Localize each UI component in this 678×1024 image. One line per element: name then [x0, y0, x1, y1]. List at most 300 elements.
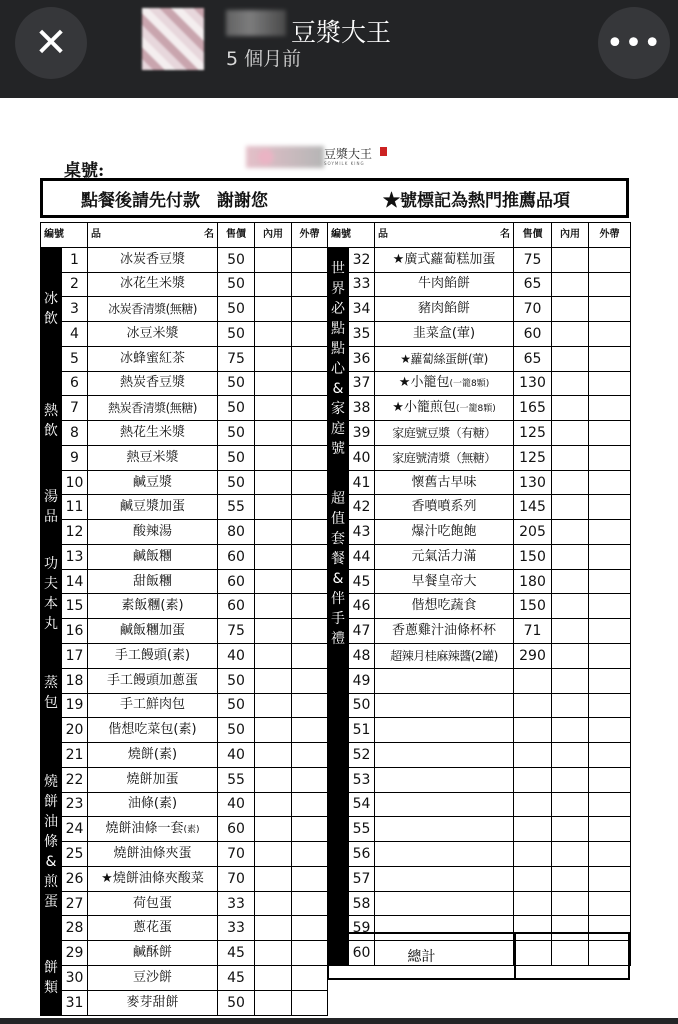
item-name	[88, 842, 218, 867]
item-name	[88, 668, 218, 693]
item-number: 60	[349, 941, 375, 966]
dine-in-cell	[552, 866, 589, 891]
menu-row	[328, 421, 631, 446]
item-number: 44	[349, 544, 375, 569]
item-name	[88, 965, 218, 990]
item-number: 47	[349, 619, 375, 644]
takeout-cell	[292, 792, 328, 817]
menu-row	[41, 371, 328, 396]
item-name	[88, 322, 218, 347]
dine-in-cell	[552, 520, 589, 545]
item-price	[514, 842, 552, 867]
header-name-a: 品	[91, 228, 101, 240]
takeout-cell	[589, 520, 631, 545]
item-price	[514, 668, 552, 693]
menu-row	[41, 470, 328, 495]
item-number: 18	[62, 668, 88, 693]
menu-row	[41, 569, 328, 594]
item-name	[375, 718, 514, 743]
category-cell	[328, 247, 349, 470]
dine-in-cell	[255, 445, 292, 470]
item-number: 42	[349, 495, 375, 520]
menu-row	[328, 247, 631, 272]
category-label: 功夫本丸	[44, 555, 58, 632]
item-price: 145	[514, 495, 552, 520]
item-price	[514, 743, 552, 768]
item-name	[88, 272, 218, 297]
takeout-cell	[589, 644, 631, 669]
item-name-text: 懷舊古早味	[411, 474, 477, 490]
logo-seal	[380, 147, 387, 156]
item-price: 40	[218, 792, 255, 817]
takeout-cell	[589, 842, 631, 867]
takeout-cell	[589, 668, 631, 693]
item-number: 26	[62, 866, 88, 891]
dine-in-cell	[255, 322, 292, 347]
item-price: 50	[218, 396, 255, 421]
item-name-text: 超辣月桂麻辣醬(2罐)	[390, 648, 498, 663]
category-cell	[41, 544, 62, 643]
category-label: 餅類	[44, 959, 58, 996]
takeout-cell	[292, 817, 328, 842]
item-price: 33	[218, 916, 255, 941]
item-name-text: ★小籠煎包	[392, 399, 456, 415]
menu-row	[41, 495, 328, 520]
item-price	[514, 891, 552, 916]
dine-in-cell	[255, 297, 292, 322]
table-header	[328, 223, 631, 248]
dine-in-cell	[255, 743, 292, 768]
takeout-cell	[589, 718, 631, 743]
takeout-cell	[292, 866, 328, 891]
item-name-text: 燒餅油條一套	[105, 820, 184, 836]
item-number: 57	[349, 866, 375, 891]
item-name-text: 蔥花蛋	[132, 920, 172, 936]
item-price: 130	[514, 371, 552, 396]
item-name-text: 鹹飯糰加蛋	[119, 623, 185, 639]
post-title: 豆漿大王	[291, 18, 392, 47]
item-number: 12	[62, 520, 88, 545]
header-name	[375, 223, 514, 248]
item-number: 37	[349, 371, 375, 396]
item-number: 35	[349, 322, 375, 347]
header-name	[88, 223, 218, 248]
item-number: 7	[62, 396, 88, 421]
item-number: 38	[349, 396, 375, 421]
item-price: 33	[218, 891, 255, 916]
item-name	[88, 470, 218, 495]
item-number: 10	[62, 470, 88, 495]
takeout-cell	[589, 297, 631, 322]
category-cell	[41, 247, 62, 371]
total-row	[327, 932, 630, 980]
takeout-cell	[292, 619, 328, 644]
item-price: 50	[218, 272, 255, 297]
item-number: 24	[62, 817, 88, 842]
recommend-notice: ★號標記為熱門推薦品項	[383, 190, 570, 211]
total-label: 總計	[329, 934, 516, 978]
item-number: 21	[62, 743, 88, 768]
item-name-text: 冰炭香清漿(無糖)	[108, 302, 197, 317]
takeout-cell	[292, 693, 328, 718]
dine-in-cell	[255, 644, 292, 669]
menu-row	[41, 718, 328, 743]
takeout-cell	[292, 544, 328, 569]
item-name-text: 偕想吃菜包(素)	[108, 722, 197, 738]
item-price: 290	[514, 644, 552, 669]
item-price: 60	[218, 594, 255, 619]
menu-row	[41, 916, 328, 941]
item-price: 205	[514, 520, 552, 545]
takeout-cell	[589, 767, 631, 792]
takeout-cell	[292, 767, 328, 792]
item-price: 50	[218, 371, 255, 396]
menu-row	[41, 817, 328, 842]
item-name	[375, 817, 514, 842]
dine-in-cell	[552, 619, 589, 644]
menu-row	[328, 767, 631, 792]
category-label: 超值套餐&伴手禮	[331, 491, 345, 648]
item-name	[88, 817, 218, 842]
menu-row	[41, 445, 328, 470]
dine-in-cell	[255, 668, 292, 693]
item-price: 60	[514, 322, 552, 347]
item-price: 50	[218, 990, 255, 1015]
item-name	[375, 693, 514, 718]
item-name	[375, 421, 514, 446]
takeout-cell	[292, 520, 328, 545]
header-price: 售價	[218, 223, 255, 248]
takeout-cell	[292, 470, 328, 495]
menu-row	[328, 842, 631, 867]
takeout-cell	[589, 693, 631, 718]
item-price: 75	[218, 346, 255, 371]
item-name-text: 熱炭香清漿(無糖)	[108, 401, 197, 416]
item-name-text: 麥芽甜餅	[126, 994, 179, 1010]
item-name-text: 鹹酥餅	[132, 945, 172, 961]
item-number: 23	[62, 792, 88, 817]
category-cell	[41, 644, 62, 743]
dine-in-cell	[552, 346, 589, 371]
takeout-cell	[589, 495, 631, 520]
item-number: 43	[349, 520, 375, 545]
menu-row	[41, 520, 328, 545]
dine-in-cell	[552, 792, 589, 817]
item-number: 55	[349, 817, 375, 842]
item-price	[514, 767, 552, 792]
post-time: 5 個月前	[226, 48, 302, 70]
category-cell	[328, 668, 349, 965]
menu-row	[41, 619, 328, 644]
menu-row	[328, 619, 631, 644]
item-number: 15	[62, 594, 88, 619]
item-number: 27	[62, 891, 88, 916]
item-name	[88, 569, 218, 594]
item-name-text: 豬肉餡餅	[417, 301, 470, 317]
item-number: 59	[349, 916, 375, 941]
header-takeout: 外帶	[292, 223, 328, 248]
item-name-text: ★小籠包	[398, 374, 450, 390]
menu-row	[41, 421, 328, 446]
item-name	[375, 322, 514, 347]
bottom-bar	[0, 1018, 678, 1024]
item-name	[88, 544, 218, 569]
item-name	[88, 619, 218, 644]
item-number: 40	[349, 445, 375, 470]
item-price: 70	[514, 297, 552, 322]
item-name	[88, 644, 218, 669]
category-label: 燒餅油條&煎蛋	[44, 773, 58, 910]
menu-row	[328, 445, 631, 470]
dine-in-cell	[255, 544, 292, 569]
item-name-text: 早餐皇帝大	[411, 573, 477, 589]
item-name-text: 素飯糰(素)	[121, 598, 184, 614]
item-price: 150	[514, 544, 552, 569]
item-name-text: 荷包蛋	[132, 895, 172, 911]
menu-row	[328, 470, 631, 495]
takeout-cell	[292, 891, 328, 916]
dine-in-cell	[552, 668, 589, 693]
item-price	[514, 718, 552, 743]
menu-row	[328, 520, 631, 545]
item-name	[88, 792, 218, 817]
item-name	[88, 346, 218, 371]
takeout-cell	[292, 668, 328, 693]
item-price	[514, 866, 552, 891]
menu-row	[328, 322, 631, 347]
item-price: 50	[218, 247, 255, 272]
item-price: 60	[218, 544, 255, 569]
takeout-cell	[589, 371, 631, 396]
dine-in-cell	[552, 272, 589, 297]
item-number: 5	[62, 346, 88, 371]
top-bar	[0, 0, 678, 98]
menu-row	[328, 594, 631, 619]
item-name-text: 熱豆米漿	[126, 449, 179, 465]
takeout-cell	[292, 396, 328, 421]
dine-in-cell	[255, 470, 292, 495]
takeout-cell	[292, 421, 328, 446]
takeout-cell	[292, 569, 328, 594]
item-name	[375, 470, 514, 495]
menu-row	[41, 594, 328, 619]
takeout-cell	[292, 941, 328, 966]
item-price: 65	[514, 272, 552, 297]
item-name	[88, 941, 218, 966]
takeout-cell	[292, 297, 328, 322]
item-name	[88, 693, 218, 718]
item-name-text: 燒餅加蛋	[126, 771, 179, 787]
menu-table-right	[327, 222, 631, 966]
item-number: 8	[62, 421, 88, 446]
dine-in-cell	[255, 520, 292, 545]
item-price: 165	[514, 396, 552, 421]
item-number: 3	[62, 297, 88, 322]
item-name	[375, 792, 514, 817]
close-button[interactable]	[15, 7, 87, 79]
menu-row	[41, 866, 328, 891]
menu-row	[328, 743, 631, 768]
item-price: 50	[218, 668, 255, 693]
item-number: 54	[349, 792, 375, 817]
menu-row	[328, 644, 631, 669]
takeout-cell	[292, 718, 328, 743]
menu-row	[41, 990, 328, 1015]
dine-in-cell	[255, 693, 292, 718]
item-name	[375, 743, 514, 768]
item-price: 40	[218, 644, 255, 669]
menu-row	[41, 544, 328, 569]
dine-in-cell	[255, 891, 292, 916]
dine-in-cell	[552, 421, 589, 446]
item-number: 16	[62, 619, 88, 644]
item-number: 46	[349, 594, 375, 619]
menu-row	[328, 346, 631, 371]
item-number: 14	[62, 569, 88, 594]
item-price: 50	[218, 297, 255, 322]
item-price: 60	[218, 569, 255, 594]
logo-text: 豆漿大王	[324, 147, 373, 161]
item-name	[88, 743, 218, 768]
menu-row	[328, 371, 631, 396]
item-name-note: (素)	[183, 824, 200, 835]
more-options-button[interactable]	[598, 7, 670, 79]
item-name-text: 冰花生米漿	[119, 276, 185, 292]
item-name-text: 家庭號豆漿（有糖）	[392, 426, 496, 440]
item-price: 50	[218, 693, 255, 718]
item-price: 50	[218, 718, 255, 743]
item-name-text: 爆汁吃飽飽	[411, 524, 477, 540]
category-cell	[41, 743, 62, 941]
menu-row	[328, 668, 631, 693]
dine-in-cell	[552, 247, 589, 272]
item-price: 55	[218, 767, 255, 792]
takeout-cell	[589, 866, 631, 891]
item-name	[88, 767, 218, 792]
item-number: 19	[62, 693, 88, 718]
takeout-cell	[292, 272, 328, 297]
takeout-cell	[589, 272, 631, 297]
takeout-cell	[589, 743, 631, 768]
item-price: 50	[218, 445, 255, 470]
takeout-cell	[589, 445, 631, 470]
item-name-text: ★燒餅油條夾酸菜	[101, 870, 204, 886]
dine-in-cell	[255, 916, 292, 941]
item-price: 50	[218, 470, 255, 495]
item-name	[375, 272, 514, 297]
table-header	[41, 223, 328, 248]
item-price: 80	[218, 520, 255, 545]
takeout-cell	[589, 544, 631, 569]
item-name	[88, 421, 218, 446]
takeout-cell	[292, 916, 328, 941]
item-number: 39	[349, 421, 375, 446]
item-price: 70	[218, 842, 255, 867]
item-name	[375, 544, 514, 569]
item-price: 125	[514, 445, 552, 470]
avatar[interactable]	[142, 8, 204, 70]
header-dine-in: 內用	[255, 223, 292, 248]
dine-in-cell	[255, 569, 292, 594]
item-number: 58	[349, 891, 375, 916]
item-name-text: 冰炭香豆漿	[119, 251, 185, 267]
item-name-text: 鹹飯糰	[132, 548, 172, 564]
dine-in-cell	[255, 990, 292, 1015]
item-name	[375, 396, 514, 421]
category-label: 世界必點點心&家庭號	[331, 260, 345, 457]
item-name	[375, 842, 514, 867]
item-name-note: (一籠8顆)	[449, 378, 490, 389]
menu-row	[328, 891, 631, 916]
takeout-cell	[589, 247, 631, 272]
blurred-name	[226, 10, 286, 36]
item-price: 180	[514, 569, 552, 594]
dine-in-cell	[255, 396, 292, 421]
item-number: 49	[349, 668, 375, 693]
item-name	[88, 520, 218, 545]
dine-in-cell	[255, 817, 292, 842]
category-cell	[328, 470, 349, 668]
item-price: 125	[514, 421, 552, 446]
item-price: 150	[514, 594, 552, 619]
item-name	[375, 619, 514, 644]
item-number: 50	[349, 693, 375, 718]
menu-row	[41, 644, 328, 669]
dine-in-cell	[552, 718, 589, 743]
more-horizontal-icon: •••	[605, 25, 663, 61]
dine-in-cell	[552, 495, 589, 520]
takeout-cell	[589, 619, 631, 644]
item-number: 25	[62, 842, 88, 867]
item-name-text: 冰豆米漿	[126, 325, 179, 341]
takeout-cell	[292, 990, 328, 1015]
item-price: 65	[514, 346, 552, 371]
item-name-text: ★蘿蔔絲蛋餅(葷)	[400, 351, 488, 366]
item-name	[375, 594, 514, 619]
dine-in-cell	[552, 891, 589, 916]
item-name	[88, 371, 218, 396]
item-name	[375, 891, 514, 916]
dine-in-cell	[255, 965, 292, 990]
header-number: 編號	[41, 223, 88, 248]
dine-in-cell	[552, 767, 589, 792]
takeout-cell	[292, 346, 328, 371]
item-price	[514, 792, 552, 817]
menu-row	[328, 866, 631, 891]
item-price: 45	[218, 965, 255, 990]
takeout-cell	[589, 346, 631, 371]
dine-in-cell	[552, 569, 589, 594]
item-number: 31	[62, 990, 88, 1015]
item-price: 70	[218, 866, 255, 891]
item-name	[88, 594, 218, 619]
item-number: 30	[62, 965, 88, 990]
dine-in-cell	[255, 842, 292, 867]
menu-row	[328, 792, 631, 817]
header-name-a: 品	[378, 228, 388, 240]
item-name	[88, 247, 218, 272]
dine-in-cell	[552, 817, 589, 842]
menu-row	[328, 272, 631, 297]
item-name	[88, 396, 218, 421]
item-number: 51	[349, 718, 375, 743]
dine-in-cell	[552, 594, 589, 619]
item-name	[88, 297, 218, 322]
item-name	[375, 767, 514, 792]
item-name-text: 香噴噴系列	[411, 499, 477, 515]
takeout-cell	[589, 817, 631, 842]
category-label: 湯品	[44, 489, 58, 526]
